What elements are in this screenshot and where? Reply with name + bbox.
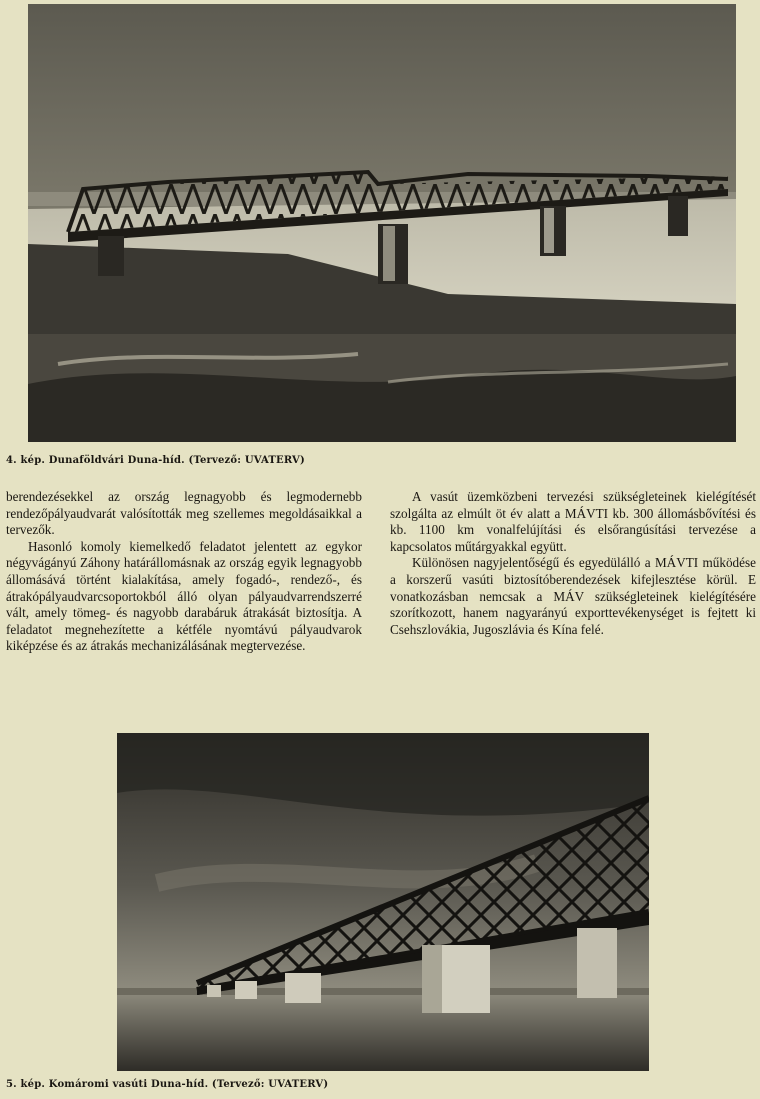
figure-caption: 4. kép. Dunaföldvári Duna-híd. (Tervező: UVATERV): [6, 455, 305, 466]
text-column-right: [390, 489, 756, 638]
figure-caption: 5. kép. Komáromi vasúti Duna-híd. (Tervező: UVATERV): [6, 1079, 329, 1090]
paragraph: Különösen nagyjelentőségű és egyedülálló a MÁVTI működése a korszerű vasúti biztosítóberendezések kifejlesztése körül. E vonatkozásban nemcsak a MÁV szükségleteinek kielégítésére szorítkozott, hanem nagyarányú exporttevékenységet is fejtett ki Csehszlovákia, Jugoszlávia és Kína felé.: [390, 555, 756, 637]
bridge-photo-komarom: [117, 733, 649, 1071]
paragraph: A vasút üzemközbeni tervezési szükségleteinek kielégítését szolgálta az elmúlt öt év alatt a MÁVTI kb. 300 állomásbővítési és kb. 1100 km vonalfelújítási és elsőrangúsítási tervezése a kapcsolatos műtárgyakkal együtt.: [390, 489, 756, 554]
paragraph: Hasonló komoly kiemelkedő feladatot jelentett az egykor négyvágányú Záhony határállomásnak az ország egyik legnagyobb állomásává történt kialakítása, amely fogadó-, rendező-, és átrakópályaudvarcsoportokból álló olyan pályaudvarrendszerré vált, amely tömeg- és nagyobb darabáruk átrakását biztosítja. A feladatot megnehezítette a kétféle nyomtávú pályaudvarok kiképzése és az átrakás mechanizálásának megtervezése.: [6, 538, 362, 654]
paragraph: berendezésekkel az ország legnagyobb és legmodernebb rendezőpályaudvarát valósították meg szellemes megoldásaikkal a tervezők.: [6, 489, 362, 538]
text-column-left: [6, 489, 362, 655]
bridge-photo-dunafoldvar: [28, 4, 736, 442]
